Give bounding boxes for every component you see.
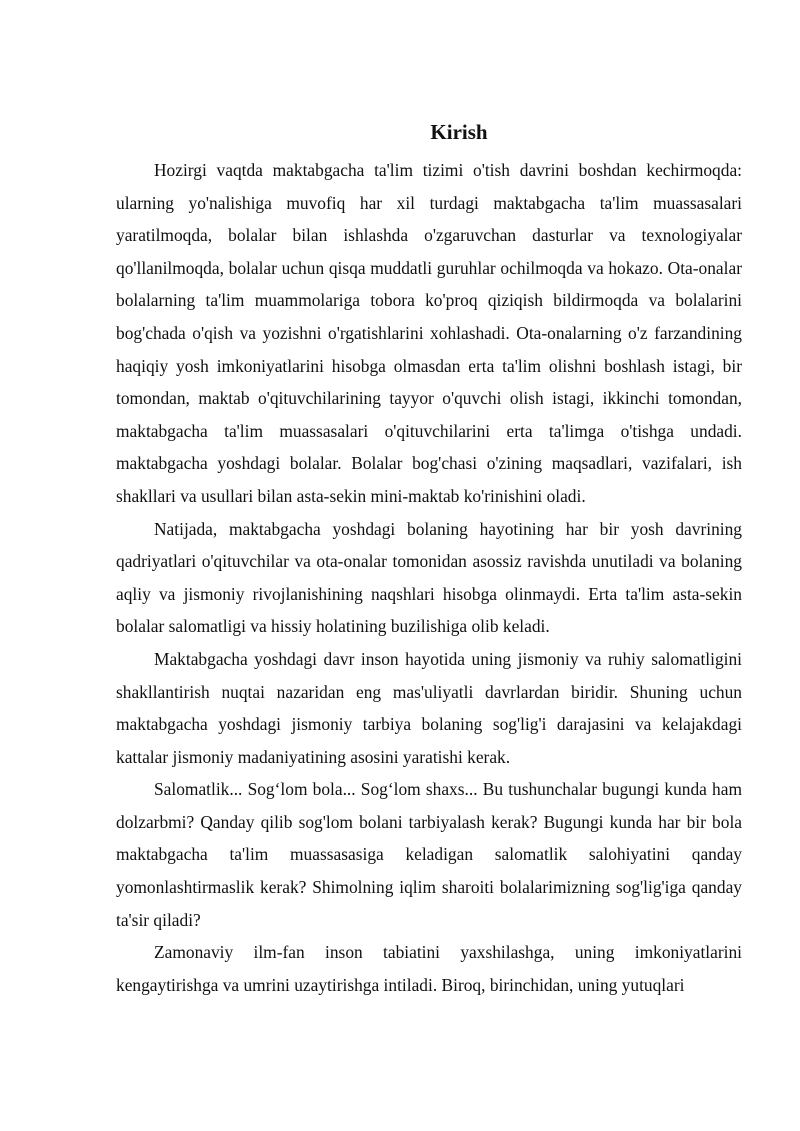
paragraph-2: Natijada, maktabgacha yoshdagi bolaning hayotining har bir yosh davrining qadriyatlari o'qituvchilar va ota-onalar tomonidan asossiz ravishda unutiladi va bolaning aqliy va jismoniy rivojlanishining naqshlari hisobga olinmaydi. Erta ta'lim asta-sekin bolalar salomatligi va hissiy holatining buzilishiga olib keladi. (116, 518, 742, 637)
document-page (116, 112, 742, 1001)
paragraph-5: Zamonaviy ilm-fan inson tabiatini yaxshilashga, uning imkoniyatlarini kengaytirishga va umrini uzaytirishga intiladi. Biroq, birinchidan, uning yutuqlari (116, 942, 742, 995)
paragraph-4: Salomatlik... Sog‘lom bola... Sog‘lom shaxs... Bu tushunchalar bugungi kunda ham dolzarbmi? Qanday qilib sog'lom bolani tarbiyalash kerak? Bugungi kunda har bir bola maktabgacha ta'lim muassasasiga keladigan salomatlik salohiyatini qanday yomonlashtirmaslik kerak? Shimolning iqlim sharoiti bolalarimizning sog'lig'iga qanday ta'sir qiladi? (116, 779, 742, 930)
paragraph-3: Maktabgacha yoshdagi davr inson hayotida uning jismoniy va ruhiy salomatligini shakllantirish nuqtai nazaridan eng mas'uliyatli davrlardan biridir. Shuning uchun maktabgacha yoshdagi jismoniy tarbiya bolaning sog'lig'i darajasini va kelajakdagi kattalar jismoniy madaniyatining asosini yaratishi kerak. (116, 648, 742, 767)
document-title: Kirish (430, 120, 488, 144)
paragraph-1: Hozirgi vaqtda maktabgacha ta'lim tizimi o'tish davrini boshdan kechirmoqda: ularning yo'nalishiga muvofiq har xil turdagi maktabgacha ta'lim muassasalari yaratilmoqda, bolalar bilan ishlashda o'zgaruvchan dasturlar va texnologiyalar qo'llanilmoqda, bolalar uchun qisqa muddatli guruhlar ochilmoqda va hokazo. Ota-onalar bolalarning ta'lim muammolariga tobora ko'proq qiziqish bildirmoqda va bolalarini bog'chada o'qish va yozishni o'rgatishlarini xohlashadi. Ota-onalarning o'z farzandining haqiqiy yosh imkoniyatlarini hisobga olmasdan erta ta'lim olishni boshlash istagi, bir tomondan, maktab o'qituvchilarining tayyor o'quvchi olish istagi, ikkinchi tomondan, maktabgacha ta'lim muassasalari o'qituvchilarini erta ta'limga o'tishga undadi. maktabgacha yoshdagi bolalar. Bolalar bog'chasi o'zining maqsadlari, vazifalari, ish shakllari va usullari bilan asta-sekin mini-maktab ko'rinishini oladi. (116, 160, 742, 506)
